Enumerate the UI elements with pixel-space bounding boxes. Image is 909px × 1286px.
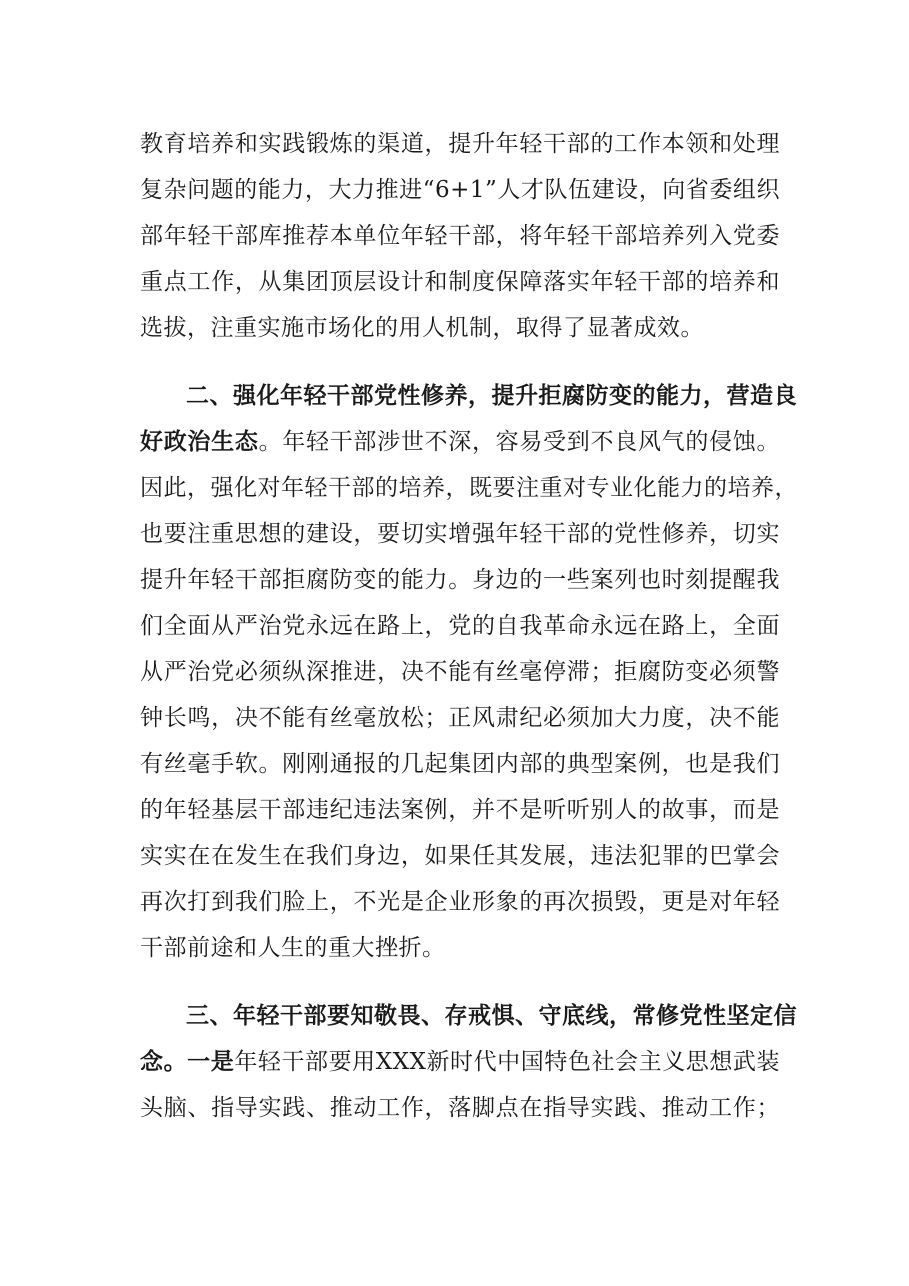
- text-line: 干部前途和人生的重大挫折。: [140, 935, 446, 961]
- paragraph-3: [140, 993, 797, 1131]
- text-line: 有丝毫手软。刚刚通报的几起集团内部的典型案例，也是我们: [140, 751, 780, 777]
- section-heading-2: 二、强化年轻干部党性修养，提升拒腐防变的能力，营造良: [186, 382, 797, 409]
- paragraph-1: [140, 121, 780, 351]
- paragraph-2: [140, 373, 798, 971]
- text-line: 选拔，注重实施市场化的用人机制，取得了显著成效。: [140, 315, 704, 341]
- text-line: 重点工作，从集团顶层设计和制度保障落实年轻干部的培养和: [140, 269, 780, 295]
- text-line: [140, 419, 780, 465]
- paragraph-gap: [140, 971, 780, 993]
- text-run: 。年轻干部涉世不深，容易受到不良风气的侵蚀。: [258, 429, 781, 455]
- text-line: 部年轻干部库推荐本单位年轻干部，将年轻干部培养列入党委: [140, 223, 780, 249]
- text-line: 头脑、指导实践、推动工作，落脚点在指导实践、推动工作；: [140, 1095, 780, 1121]
- document-body: [140, 121, 798, 1131]
- text-line: 再次打到我们脸上，不光是企业形象的再次损毁，更是对年轻: [140, 889, 780, 915]
- text-run: 年轻干部要用XXX新时代中国特色社会主义思想武装: [234, 1049, 781, 1075]
- text-line: 提升年轻干部拒腐防变的能力。身边的一些案列也时刻提醒我: [140, 567, 780, 593]
- text-line: 也要注重思想的建设，要切实增强年轻干部的党性修养，切实: [140, 521, 780, 547]
- text-line: 因此，强化对年轻干部的培养，既要注重对专业化能力的培养，: [140, 475, 798, 501]
- text-line: 复杂问题的能力，大力推进“6+1”人才队伍建设，向省委组织: [140, 177, 780, 203]
- text-line: 钟长鸣，决不能有丝毫放松；正风肃纪必须加大力度，决不能: [140, 705, 780, 731]
- text-line: 实实在在发生在我们身边，如果任其发展，违法犯罪的巴掌会: [140, 843, 780, 869]
- text-line: 的年轻基层干部违纪违法案例，并不是听听别人的故事，而是: [140, 797, 780, 823]
- text-line: 们全面从严治党永远在路上，党的自我革命永远在路上，全面: [140, 613, 780, 639]
- section-heading-3: 三、年轻干部要知敬畏、存戒惧、守底线，常修党性坚定信: [186, 1002, 797, 1029]
- text-line: 教育培养和实践锻炼的渠道，提升年轻干部的工作本领和处理: [140, 131, 780, 157]
- text-line: 从严治党必须纵深推进，决不能有丝毫停滞；拒腐防变必须警: [140, 659, 780, 685]
- section-heading-2-end: 好政治生态: [140, 428, 259, 455]
- paragraph-gap: [140, 351, 780, 373]
- text-line: [140, 1039, 780, 1085]
- section-heading-3-end: 念。一是: [140, 1048, 235, 1075]
